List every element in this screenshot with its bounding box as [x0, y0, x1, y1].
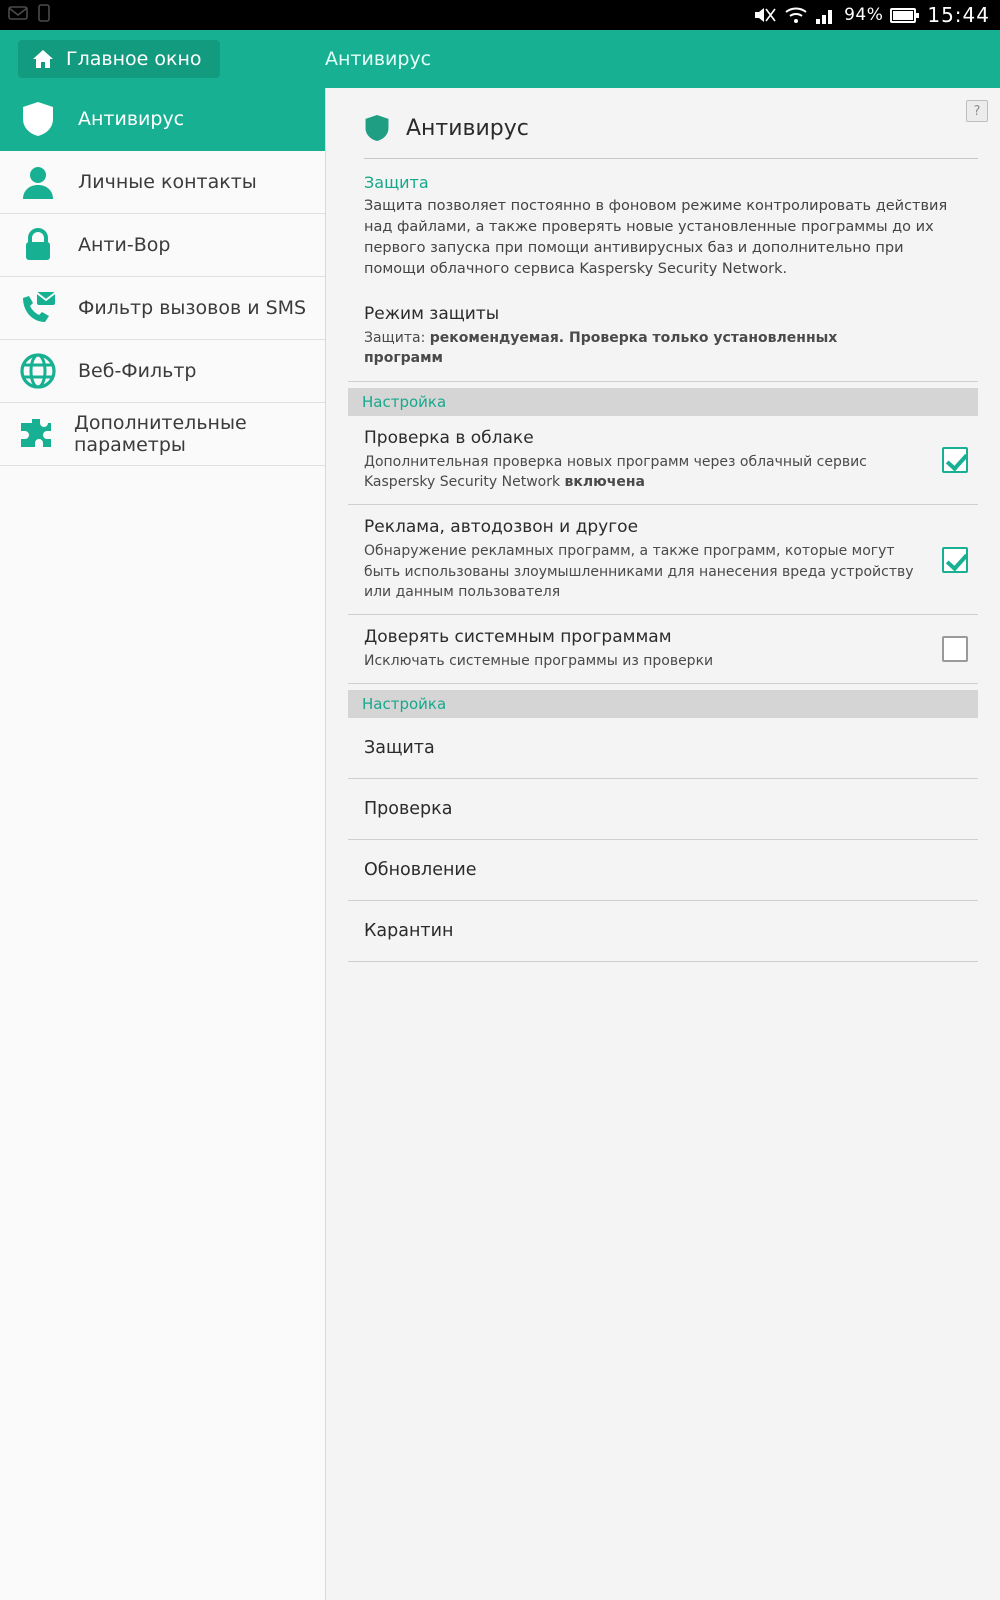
lock-icon — [18, 225, 58, 265]
cloud-check-subtitle: Дополнительная проверка новых программ через облачный сервис Kaspersky Security Network включена — [364, 453, 867, 490]
mute-icon — [753, 5, 777, 25]
nav-row-quarantine[interactable]: Карантин — [348, 901, 978, 962]
page-title: Антивирус — [406, 115, 529, 141]
sidebar-item-web-filter[interactable] — [0, 340, 325, 403]
sidebar-item-label: Дополнительные параметры — [74, 412, 247, 456]
protection-section-label: Защита — [364, 173, 429, 192]
sidebar-item-additional-settings[interactable] — [0, 403, 325, 466]
sidebar-item-label: Личные контакты — [78, 171, 257, 193]
clock-label: 15:44 — [927, 3, 990, 27]
sidebar-item-label: Веб-Фильтр — [78, 360, 197, 382]
person-icon — [18, 162, 58, 202]
battery-percent-label: 94% — [844, 5, 884, 25]
trust-system-apps-row[interactable] — [348, 615, 978, 684]
cloud-check-title: Проверка в облаке — [364, 427, 534, 448]
trust-system-apps-title: Доверять системным программам — [364, 627, 672, 648]
nav-row-scan[interactable]: Проверка — [348, 779, 978, 840]
shield-icon — [364, 114, 390, 142]
settings-band-1: Настройка — [348, 388, 978, 416]
notification-icon-2 — [36, 4, 52, 22]
protection-mode-row[interactable] — [348, 292, 978, 382]
status-bar-notifications — [8, 4, 52, 22]
main-body — [0, 88, 1000, 1600]
sidebar-item-label: Антивирус — [78, 108, 185, 130]
puzzle-icon — [18, 414, 54, 454]
protection-description: Защита позволяет постоянно в фоновом режиме контролировать действия над файлами, а также проверять новые установленные программы до их первого запуска при помощи антивирусных баз и дополнительно при помощи облачного сервиса Kaspersky Security Network. — [364, 198, 948, 278]
cloud-check-row[interactable] — [348, 416, 978, 506]
wifi-icon — [784, 5, 808, 25]
trust-system-apps-checkbox[interactable] — [942, 636, 968, 662]
sidebar-item-label: Фильтр вызовов и SMS — [78, 297, 307, 319]
battery-icon — [890, 8, 916, 23]
content-panel — [326, 88, 1000, 1600]
globe-icon — [18, 351, 58, 391]
adware-title: Реклама, автодозвон и другое — [364, 517, 639, 538]
sidebar-item-call-sms-filter[interactable] — [0, 277, 325, 340]
status-bar — [0, 0, 1000, 30]
page-header — [348, 88, 978, 150]
sidebar-item-label: Анти-Вор — [78, 234, 171, 256]
notification-icon-1 — [8, 4, 28, 22]
settings-band-2: Настройка — [348, 690, 978, 718]
nav-row-update[interactable]: Обновление — [348, 840, 978, 901]
sidebar-item-contacts[interactable] — [0, 151, 325, 214]
cloud-check-checkbox[interactable] — [942, 447, 968, 473]
home-button[interactable] — [18, 40, 220, 78]
sidebar — [0, 88, 326, 1600]
protection-mode-value: рекомендуемая. Проверка только установленных программ — [364, 330, 838, 367]
home-button-label: Главное окно — [66, 48, 202, 70]
sidebar-item-antivirus[interactable] — [0, 88, 325, 151]
adware-row[interactable] — [348, 505, 978, 615]
home-icon — [32, 49, 54, 69]
help-button[interactable]: ? — [966, 100, 988, 122]
action-bar-title: Антивирус — [325, 48, 432, 70]
action-bar — [0, 30, 1000, 88]
sidebar-item-antitheft[interactable] — [0, 214, 325, 277]
protection-mode-subtitle: Защита: рекомендуемая. Проверка только установленных программ — [364, 330, 838, 367]
phone-mail-icon — [18, 288, 58, 328]
protection-mode-title: Режим защиты — [364, 304, 500, 325]
nav-row-protection[interactable]: Защита — [348, 718, 978, 779]
trust-system-apps-subtitle: Исключать системные программы из проверки — [364, 653, 714, 670]
signal-icon — [815, 5, 837, 25]
shield-icon — [18, 99, 58, 139]
adware-subtitle: Обнаружение рекламных программ, а также программ, которые могут быть использованы злоумышленниками для нанесения вреда устройству или данным пользователя — [364, 543, 914, 600]
adware-checkbox[interactable] — [942, 547, 968, 573]
